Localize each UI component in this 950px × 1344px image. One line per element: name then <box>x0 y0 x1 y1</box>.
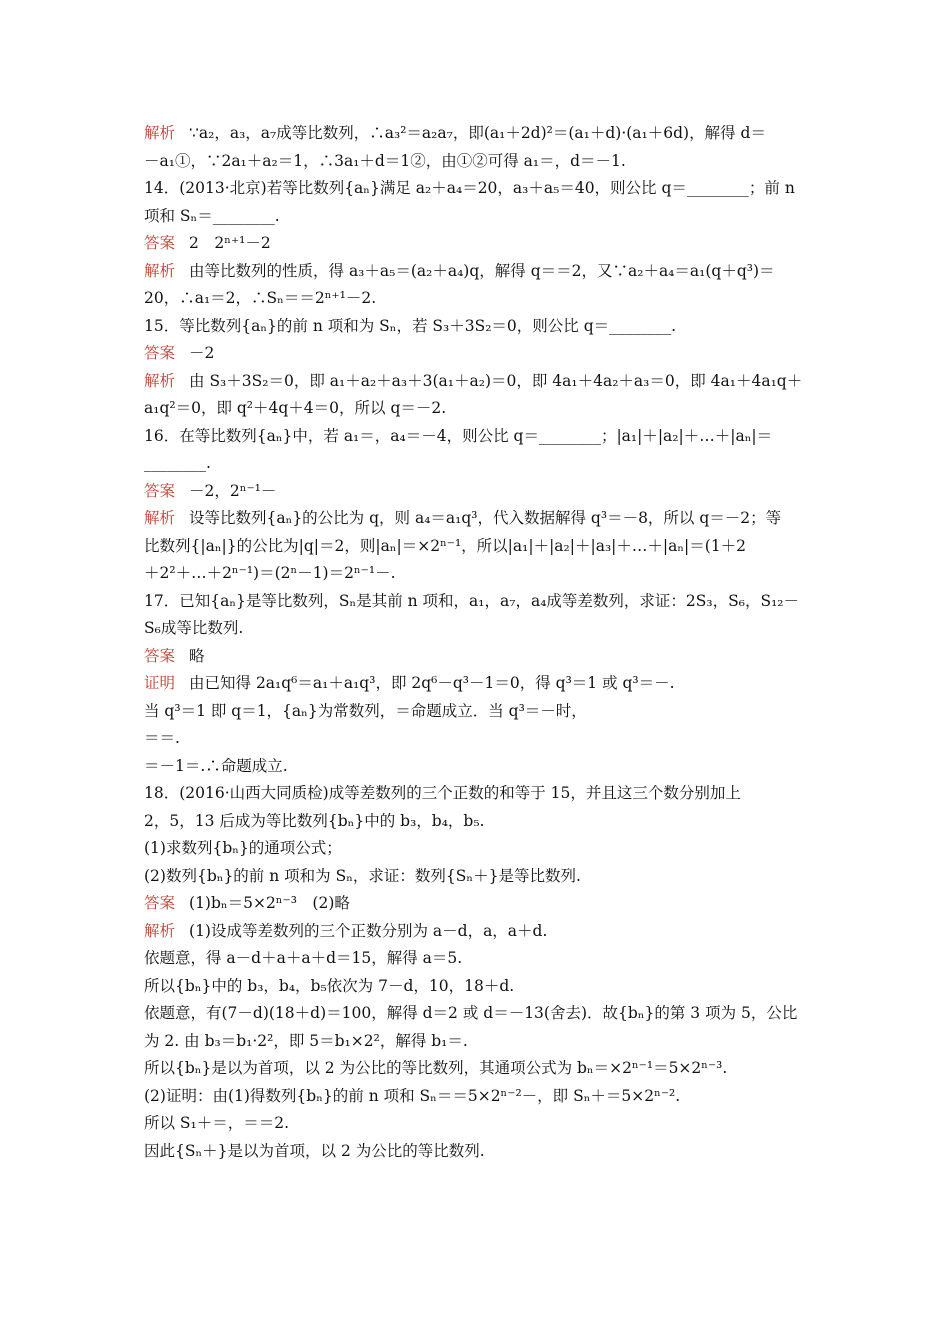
text-line <box>144 1083 812 1111</box>
text-line <box>144 698 812 726</box>
line-text: a₁q²＝0，即 q²＋4q＋4＝0，所以 q＝－2. <box>144 399 447 417</box>
text-line <box>144 1110 812 1138</box>
line-text: 16．在等比数列{aₙ}中，若 a₁＝，a₄＝－4，则公比 q＝________；|a₁|＋|a₂|＋…＋|aₙ|＝ <box>144 426 773 445</box>
line-text: 18．(2016·山西大同质检)成等差数列的三个正数的和等于 15，并且这三个数分别加上 <box>144 784 741 802</box>
text-line <box>144 313 812 341</box>
text-line <box>144 1055 812 1083</box>
text-line <box>144 1028 812 1056</box>
line-text: 17．已知{aₙ}是等比数列，Sₙ是其前 n 项和，a₁，a₇，a₄成等差数列，求证：2S₃，S₆，S₁₂－ <box>144 591 799 610</box>
text-line <box>144 368 812 396</box>
line-text: 14．(2013·北京)若等比数列{aₙ}满足 a₂＋a₄＝20，a₃＋a₅＝40，则公比 q＝________；前 n <box>144 179 795 197</box>
line-text: 所以{bₙ}是以为首项，以 2 为公比的等比数列，其通项公式为 bₙ＝×2ⁿ⁻¹＝5×2ⁿ⁻³. <box>144 1059 728 1077</box>
line-text: 略 <box>189 646 205 665</box>
line-text: 所以 S₁＋＝，＝＝2. <box>144 1114 290 1132</box>
text-line <box>144 808 812 836</box>
line-text: 2，5，13 后成为等比数列{bₙ}中的 b₃，b₄，b₅. <box>144 811 485 830</box>
line-text: (1)bₙ＝5×2ⁿ⁻³ (2)略 <box>189 894 350 912</box>
text-line <box>144 945 812 973</box>
text-line <box>144 505 812 533</box>
answer-label: 解析 <box>144 261 176 280</box>
line-text: 20，∴a₁＝2，∴Sₙ＝＝2ⁿ⁺¹－2. <box>144 289 377 307</box>
line-text: ∵a₂，a₃，a₇成等比数列，∴a₃²＝a₂a₇，即(a₁＋2d)²＝(a₁＋d)·(a₁＋6d)，解得 d＝ <box>189 124 766 142</box>
line-text: 所以{bₙ}中的 b₃，b₄，b₅依次为 7－d，10，18＋d. <box>144 976 515 995</box>
line-text: 由已知得 2a₁q⁶＝a₁＋a₁q³，即 2q⁶－q³－1＝0，得 q³＝1 或 q³＝－. <box>189 674 675 692</box>
line-text: ________. <box>144 454 211 472</box>
line-text: 2 2ⁿ⁺¹－2 <box>189 234 271 252</box>
text-line <box>144 753 812 781</box>
text-line <box>144 533 812 561</box>
text-line <box>144 340 812 368</box>
answer-label: 答案 <box>144 481 176 500</box>
line-text: ＝－1＝.∴命题成立. <box>144 756 288 775</box>
text-line <box>144 973 812 1001</box>
text-line <box>144 175 812 203</box>
line-text: －a₁①，∵2a₁＋a₂＝1，∴3a₁＋d＝1②，由①②可得 a₁＝，d＝－1. <box>144 151 626 170</box>
text-line <box>144 863 812 891</box>
text-line <box>144 615 812 643</box>
line-text: －2，2ⁿ⁻¹－ <box>189 481 277 500</box>
text-line <box>144 450 812 478</box>
line-text: 因此{Sₙ＋}是以为首项，以 2 为公比的等比数列. <box>144 1141 485 1160</box>
text-line <box>144 285 812 313</box>
answer-label: 证明 <box>144 674 176 692</box>
line-text: 当 q³＝1 即 q＝1，{aₙ}为常数列，＝命题成立．当 q³＝－时， <box>144 701 587 720</box>
text-line <box>144 478 812 506</box>
line-text: 设等比数列{aₙ}的公比为 q，则 a₄＝a₁q³，代入数据解得 q³＝－8，所以 q＝－2；等 <box>189 509 782 527</box>
line-text: 依题意，有(7－d)(18＋d)＝100，解得 d＝2 或 d＝－13(舍去)．故{bₙ}的第 3 项为 5，公比 <box>144 1004 798 1022</box>
text-line <box>144 258 812 286</box>
answer-label: 解析 <box>144 124 176 142</box>
line-text: (2)数列{bₙ}的前 n 项和为 Sₙ，求证：数列{Sₙ＋}是等比数列. <box>144 866 581 885</box>
answer-label: 解析 <box>144 371 176 390</box>
text-line <box>144 423 812 451</box>
answer-label: 答案 <box>144 344 176 362</box>
line-text: 为 2. 由 b₃＝b₁·2²，即 5＝b₁×2²，解得 b₁＝. <box>144 1031 468 1050</box>
text-line <box>144 560 812 588</box>
text-line <box>144 120 812 148</box>
answer-label: 答案 <box>144 234 176 252</box>
text-line <box>144 588 812 616</box>
text-line <box>144 1000 812 1028</box>
line-text: 由等比数列的性质，得 a₃＋a₅＝(a₂＋a₄)q，解得 q＝＝2，又∵a₂＋a₄＝a₁(q＋q³)＝ <box>189 261 775 280</box>
text-line <box>144 230 812 258</box>
line-text: 依题意，得 a－d＋a＋a＋d＝15，解得 a＝5. <box>144 949 463 967</box>
line-text: 比数列{|aₙ|}的公比为|q|＝2，则|aₙ|＝×2ⁿ⁻¹，所以|a₁|＋|a₂|＋|a₃|＋…＋|aₙ|＝(1＋2 <box>144 536 747 555</box>
text-line <box>144 203 812 231</box>
answer-label: 解析 <box>144 921 176 940</box>
line-text: 由 S₃＋3S₂＝0，即 a₁＋a₂＋a₃＋3(a₁＋a₂)＝0，即 4a₁＋4a₂＋a₃＝0，即 4a₁＋4a₁q＋ <box>189 371 803 390</box>
answer-label: 答案 <box>144 894 176 912</box>
answer-label: 解析 <box>144 509 176 527</box>
line-text: 项和 Sₙ＝________. <box>144 206 280 225</box>
text-line <box>144 780 812 808</box>
text-line <box>144 890 812 918</box>
line-text: 15．等比数列{aₙ}的前 n 项和为 Sₙ，若 S₃＋3S₂＝0，则公比 q＝________. <box>144 316 677 335</box>
text-line <box>144 148 812 176</box>
text-line <box>144 643 812 671</box>
text-line <box>144 670 812 698</box>
text-line <box>144 725 812 753</box>
line-text: (1)设成等差数列的三个正数分别为 a－d，a，a＋d. <box>189 921 548 940</box>
line-text: ＝＝. <box>144 729 180 747</box>
text-line <box>144 835 812 863</box>
line-text: (1)求数列{bₙ}的通项公式； <box>144 839 342 857</box>
text-line <box>144 395 812 423</box>
document-body <box>144 120 812 1165</box>
line-text: ＋2²＋…＋2ⁿ⁻¹)＝(2ⁿ－1)＝2ⁿ⁻¹－. <box>144 564 396 582</box>
line-text: S₆成等比数列. <box>144 619 244 637</box>
text-line <box>144 1138 812 1166</box>
line-text: (2)证明：由(1)得数列{bₙ}的前 n 项和 Sₙ＝＝5×2ⁿ⁻²－，即 Sₙ＋＝5×2ⁿ⁻². <box>144 1086 681 1105</box>
answer-label: 答案 <box>144 646 176 665</box>
line-text: －2 <box>189 344 215 362</box>
text-line <box>144 918 812 946</box>
